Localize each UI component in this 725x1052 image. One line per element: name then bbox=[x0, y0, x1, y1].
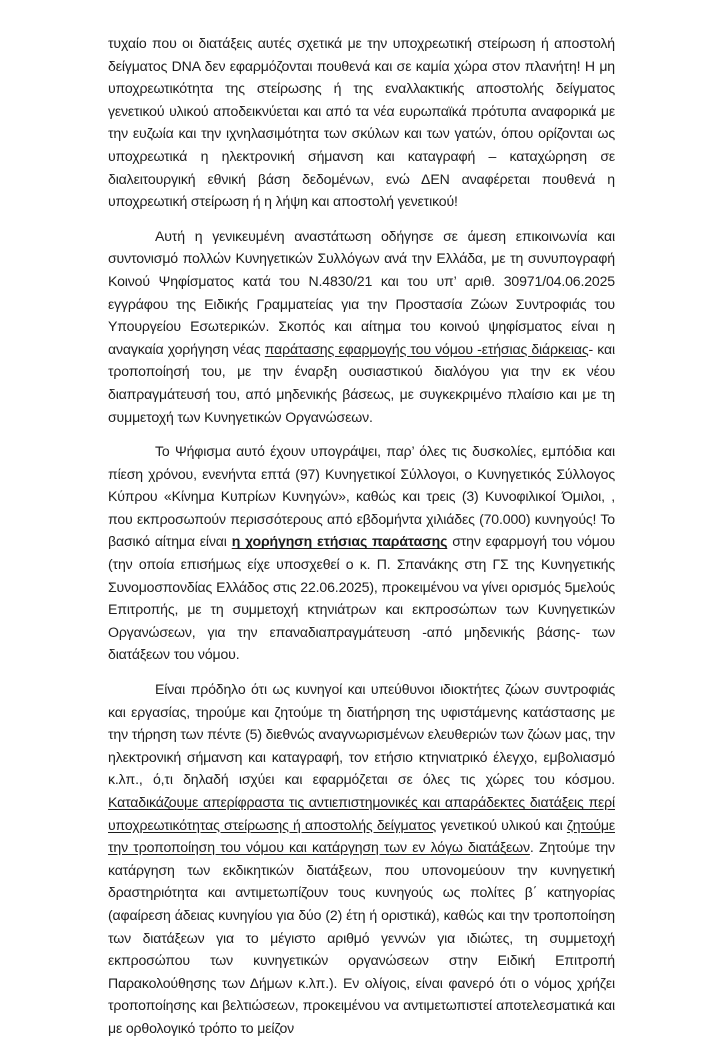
text-run: γενετικού υλικού και bbox=[436, 816, 567, 833]
text-run: Είναι πρόδηλο ότι ως κυνηγοί και υπεύθυνοι ιδιοκτήτες ζώων συντροφιάς και εργασίας, τηρούμε και ζητούμε τη διατήρηση της υφιστάμενης κατάστασης με την τήρηση των πέντε (5) διεθνώς αναγνωρισμένων ελευθεριών των ζώων μας, την ηλεκτρονική σήμανση και καταγραφή, τον ετήσιο κτηνιατρικό έλεγχο, εμβολιασμό κ.λπ., ό,τι δηλαδή ισχύει και εφαρμόζεται σε όλες τις χώρες του κόσμου. bbox=[108, 681, 616, 788]
text-run: Το Ψήφισμα αυτό έχουν υπογράψει, παρ’ όλες τις δυσκολίες, εμπόδια και πίεση χρόνου, ενενήντα επτά (97) Κυνηγετικοί Σύλλογοι, ο Κυνηγετικός Σύλλογος Κύπρου «Κίνημα Κυπρίων Κυνηγών», καθώς και τρεις (3) Κυνοφιλικοί Όμιλοι, , που εκπροσωπούν περισσότερους από εβδομήντα χιλιάδες (70.000) κυνηγούς! Το βασικό αίτημα είναι bbox=[108, 443, 615, 550]
text-run: Αυτή η γενικευμένη αναστάτωση οδήγησε σε άμεση επικοινωνία και συντονισμό πολλών Κυνηγετικών Συλλόγων ανά την Ελλάδα, με τη συνυπογραφή Κοινού Ψηφίσματος κατά του Ν.4830/21 και του υπ’ αριθ. 30971/04.06.2025 εγγράφου της Ειδικής Γραμματείας για την Προστασία Ζώων Συντροφιάς του Υπουργείου Εσωτερικών. Σκοπός και αίτημα του κοινού ψηφίσματος είναι η αναγκαία χορήγηση νέας bbox=[108, 227, 615, 357]
underlined-text-condemnation: Καταδικάζουμε απερίφραστα τις αντιεπιστημονικές και απαράδεκτες διατάξεις περί υποχρεωτικότητας στείρωσης ή αποστολής δείγματος bbox=[108, 794, 615, 833]
text-run: - και τροποποίησή του, με την έναρξη ουσιαστικού διαλόγου για την εκ νέου διαπραγμάτευσή του, από μηδενικής βάσεως, με συγκεκριμένο πλαίσιο και με τη συμμετοχή των Κυνηγετικών Οργανώσεων. bbox=[108, 340, 616, 425]
underlined-text-extension-request: παράτασης εφαρμογής του νόμου -ετήσιας διάρκειας bbox=[264, 340, 589, 357]
paragraph-1 bbox=[108, 32, 615, 213]
bold-underlined-text-annual-extension: η χορήγηση ετήσιας παράτασης bbox=[231, 533, 448, 550]
text-run: τυχαίο που οι διατάξεις αυτές σχετικά με την υποχρεωτική στείρωση ή αποστολή δείγματος DNA δεν εφαρμόζονται πουθενά και σε καμία χώρα στον πλανήτη! Η μη υποχρεωτικότητα της στείρωσης ή της εναλλακτικής αποστολής δείγματος γενετικού υλικού αποδεικνύεται και από τα νέα ευρωπαϊκά πρότυπα αναφορικά με την ευζωία και την ιχνηλασιμότητα των σκύλων και των γατών, όπου ορίζονται ως υποχρεωτικά η ηλεκτρονική σήμανση και καταγραφή – καταχώρηση σε διαλειτουργική εθνική βάση δεδομένων, ενώ ΔΕΝ αναφέρεται πουθενά η υποχρεωτική στείρωση ή η λήψη και αποστολή γενετικού! bbox=[108, 35, 615, 210]
text-run: . Ζητούμε την κατάργηση των εκδικητικών διατάξεων, που υπονομεύουν την κυνηγετική δραστηριότητα και αντιμετωπίζουν τους κυνηγούς ως πολίτες β΄ κατηγορίας (αφαίρεση άδειας κυνηγίου για δύο (2) έτη ή οριστικά), καθώς και την τροποποίηση των διατάξεων για το μέγιστο αριθμό γεννών για ιδιώτες, τη συμμετοχή εκπροσώπου των κυνηγετικών οργανώσεων στην Ειδική Επιτροπή Παρακολούθησης των Δήμων κ.λπ.). Εν ολίγοις, είναι φανερό ότι ο νόμος χρήζει τροποποίησης και βελτιώσεων, προκειμένου να αντιμετωπιστεί αποτελεσματικά και με ορθολογικό τρόπο το μείζον bbox=[108, 839, 615, 1036]
paragraph-2 bbox=[108, 225, 615, 428]
paragraph-4 bbox=[108, 678, 615, 1040]
text-run: στην εφαρμογή του νόμου (την οποία επισήμως είχε υποσχεθεί ο κ. Π. Σπανάκης στη ΓΣ της Κυνηγετικής Συνομοσπονδίας Ελλάδος στις 22.06.2025), προκειμένου να γίνει ορισμός 5μελούς Επιτροπής, με τη συμμετοχή κτηνιάτρων και εκπροσώπων των Κυνηγετικών Οργανώσεων, για την επαναδιαπραγμάτευση -από μηδενικής βάσης- των διατάξεων του νόμου. bbox=[108, 533, 615, 663]
underlined-text-amendment-request: ζητούμε την τροποποίηση του νόμου και κατάργηση των εν λόγω διατάξεων bbox=[108, 816, 615, 856]
document-page bbox=[108, 32, 615, 1052]
paragraph-3 bbox=[108, 440, 615, 666]
